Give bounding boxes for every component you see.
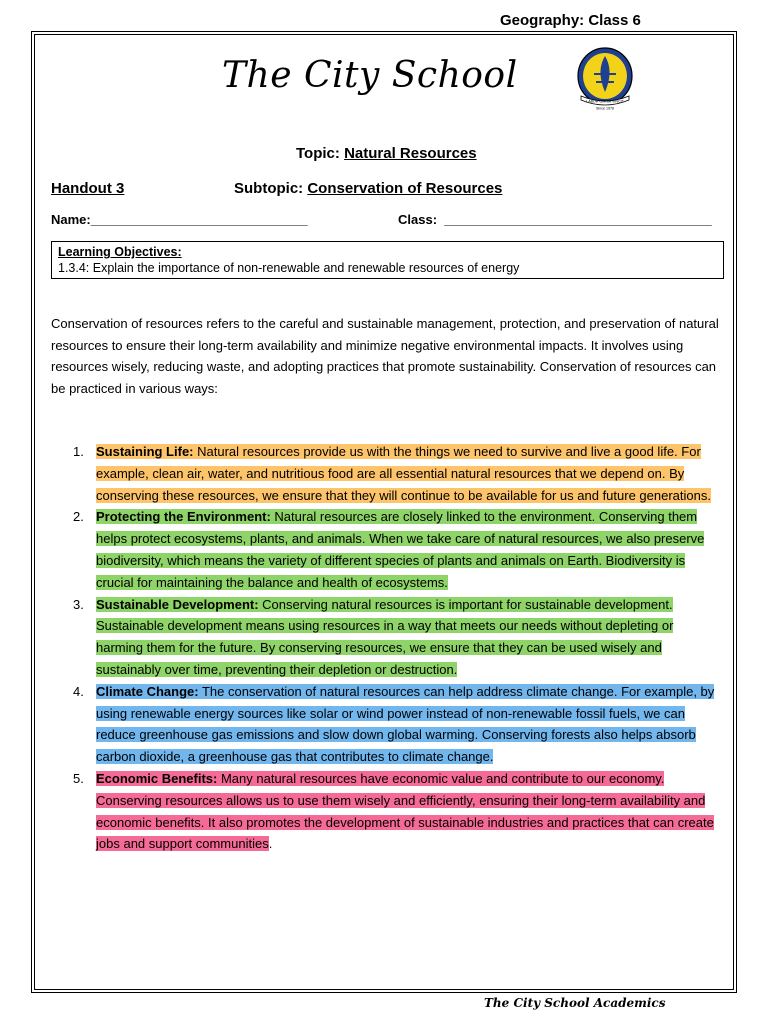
class-label: Class:	[398, 212, 438, 227]
list-item-number: 5.	[73, 770, 84, 786]
footer-academics: The City School Academics	[484, 996, 666, 1010]
list-item-number: 3.	[73, 596, 84, 612]
list-item-title: Sustainable Development:	[96, 596, 259, 612]
handout-number: Handout 3	[51, 180, 125, 197]
list-item-number: 2.	[73, 509, 84, 525]
list-item-number: 1.	[73, 444, 84, 459]
list-item	[51, 441, 723, 506]
list-item-title: Climate Change:	[96, 683, 199, 699]
list-item-title: Sustaining Life:	[96, 444, 194, 459]
list-item-number: 4.	[73, 683, 84, 699]
topic-label: Topic:	[296, 145, 340, 162]
list-item-text: Natural resources provide us with the things we need to survive and live a good life. For example, clean air, water, and nutritious food are all essential natural resources that we depend on. By conserving these resources, we ensure that they will continue to be available for us and future generations.	[96, 444, 711, 503]
list-item-text: Many natural resources have economic value and contribute to our economy. Conserving resources allows us to use them wisely and efficiently, ensuring their long-term availability and economic benefits. It also promotes the development of sustainable industries and practices that can create jobs and support communities	[96, 770, 714, 852]
list-item-highlight	[96, 597, 673, 677]
list-item	[51, 506, 723, 593]
logo-since: Since 1978	[596, 106, 614, 111]
list-item-tail: .	[268, 836, 273, 852]
school-logo	[574, 46, 636, 112]
topic-value: Natural Resources	[344, 145, 477, 162]
list-item-text: The conservation of natural resources can help address climate change. For example, by using renewable energy sources like solar or wind power instead of non-renewable fossil fuels, we can reduce greenhouse gas emissions and slow down global warming. Conserving forests also helps absorb carbon dioxide, a greenhouse gas that contributes to climate change.	[96, 683, 715, 765]
learning-objectives-box	[51, 241, 724, 279]
subtopic-line	[234, 180, 502, 197]
name-label: Name:	[51, 212, 91, 227]
learning-objective-text: 1.3.4: Explain the importance of non-renewable and renewable resources of energy	[58, 261, 520, 275]
class-blank: _____________________________________	[444, 212, 712, 227]
list-item	[51, 768, 723, 855]
list-item-text: Conserving natural resources is important for sustainable development. Sustainable development means using resources in a way that meets our needs without depleting or harming them for the future. By conserving resources, we ensure that they can be used wisely and sustainably over time, preventing their depletion or destruction.	[96, 596, 674, 677]
intro-paragraph: Conservation of resources refers to the careful and sustainable management, protection, and preservation of natural resources to ensure their long-term availability and minimize negative environmental impacts. It involves using resources wisely, reducing waste, and adopting practices that promote sustainability. Conservation of resources can be practiced in various ways:	[51, 316, 719, 396]
school-title: The City School	[222, 55, 518, 96]
subtopic-label: Subtopic:	[234, 180, 304, 197]
list-item-highlight	[96, 771, 714, 851]
subtopic-value: Conservation of Resources	[307, 180, 503, 197]
list-item-title: Protecting the Environment:	[96, 509, 271, 525]
list-item-highlight	[96, 509, 704, 589]
topic-line	[296, 145, 477, 162]
list-item-text: Natural resources are closely linked to the environment. Conserving them helps protect ecosystems, plants, and animals. When we take care of natural resources, we also preserve biodiversity, which means the variety of different species of plants and animals on Earth. Biodiversity is crucial for maintaining the balance and health of ecosystems.	[96, 509, 705, 590]
conservation-list	[51, 441, 723, 855]
list-item	[51, 594, 723, 681]
list-item-highlight	[96, 444, 711, 503]
subject-class-label: Geography: Class 6	[500, 12, 641, 29]
list-item	[51, 681, 723, 768]
list-item-title: Economic Benefits:	[96, 770, 218, 786]
logo-motto: LABOR OMNIA VINCIT	[586, 99, 624, 104]
class-field	[398, 212, 712, 227]
learning-objectives-title: Learning Objectives:	[58, 245, 182, 259]
list-item-highlight	[96, 684, 714, 764]
name-blank: ______________________________	[90, 212, 308, 227]
name-field	[51, 212, 308, 227]
